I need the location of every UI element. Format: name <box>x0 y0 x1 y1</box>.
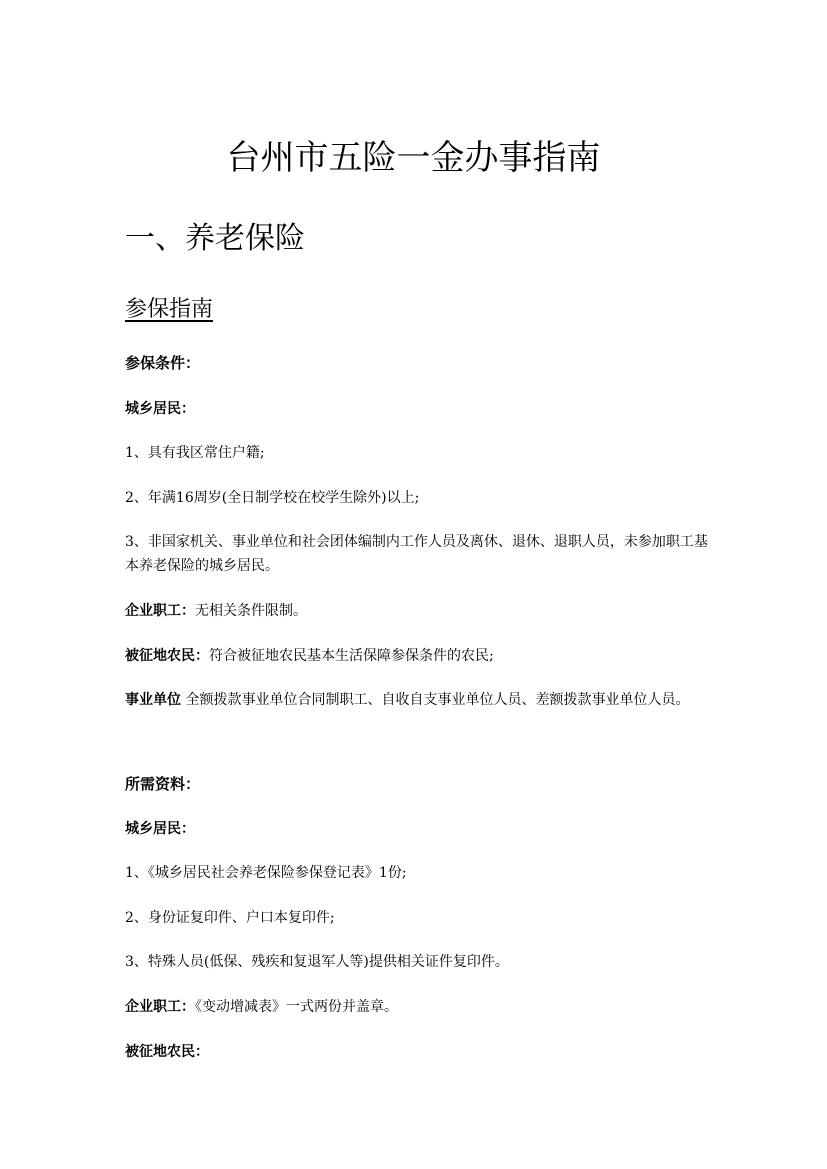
materials-enterprise-label: 企业职工： <box>125 999 195 1015</box>
conditions-urban-rural-item-2: 2、年满16周岁(全日制学校在校学生除外)以上; <box>125 490 420 506</box>
materials-urban-rural-item-1: 1、《城乡居民社会养老保险参保登记表》1份; <box>125 865 407 881</box>
conditions-public-institution-label: 事业单位 <box>125 692 181 708</box>
conditions-heading: 参保条件： <box>125 354 201 372</box>
conditions-enterprise-label: 企业职工： <box>125 603 195 619</box>
conditions-public-institution <box>125 688 715 712</box>
materials-heading: 所需资料： <box>125 775 201 793</box>
materials-land-farmers-label: 被征地农民： <box>125 1044 209 1060</box>
conditions-land-farmers-label: 被征地农民： <box>125 648 209 664</box>
materials-enterprise <box>125 995 715 1019</box>
materials-urban-rural-item-3: 3、特殊人员(低保、残疾和复退军人等)提供相关证件复印件。 <box>125 954 509 970</box>
sub-heading-enrollment-guide: 参保指南 <box>125 297 214 322</box>
conditions-enterprise <box>125 599 715 623</box>
conditions-public-institution-text: 全额拨款事业单位合同制职工、自收自支事业单位人员、差额拨款事业单位人员。 <box>185 692 690 708</box>
conditions-urban-rural-item-1: 1、具有我区常住户籍; <box>125 445 265 461</box>
conditions-enterprise-text: 无相关条件限制。 <box>195 603 307 619</box>
materials-urban-rural-item-2: 2、身份证复印件、户口本复印件; <box>125 910 335 926</box>
conditions-urban-rural-item-3: 3、非国家机关、事业单位和社会团体编制内工作人员及离休、退休、退职人员，未参加职工基本养老保险的城乡居民。 <box>125 534 708 574</box>
conditions-land-farmers-text: 符合被征地农民基本生活保障参保条件的农民; <box>209 648 494 664</box>
section-heading-pension: 一、养老保险 <box>125 221 305 256</box>
materials-urban-rural-label: 城乡居民： <box>125 821 195 837</box>
materials-enterprise-text: 《变动增减表》一式两份并盖章。 <box>195 999 398 1015</box>
conditions-urban-rural-label: 城乡居民： <box>125 401 195 417</box>
document-title: 台州市五险一金办事指南 <box>226 138 601 178</box>
conditions-land-farmers <box>125 644 715 668</box>
